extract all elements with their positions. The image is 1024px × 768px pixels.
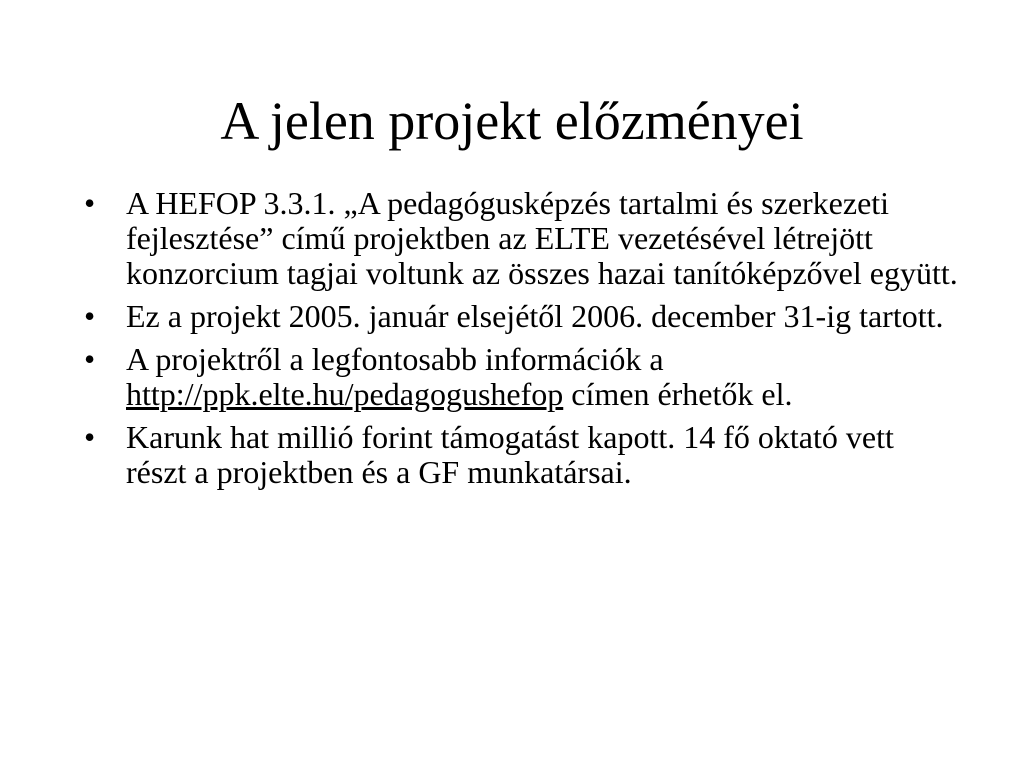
bullet-text: A HEFOP 3.3.1. „A pedagógusképzés tartalmi és szerkezeti fejlesztése” című projektben az ELTE vezetésével létrejött konzorcium tagjai voltunk az összes hazai tanítóképzővel együtt. [126, 185, 958, 291]
bullet-icon: • [84, 419, 96, 455]
bullet-text-after-link: címen érhetők el. [571, 376, 793, 412]
bullet-item-4 [80, 420, 960, 490]
bullet-text: Karunk hat millió forint támogatást kapott. 14 fő oktató vett részt a projektben és a GF munkatársai. [126, 419, 894, 490]
bullet-icon: • [84, 341, 96, 377]
bullet-list [80, 186, 960, 498]
bullet-item-2 [80, 299, 960, 334]
bullet-icon: • [84, 185, 96, 221]
bullet-icon: • [84, 298, 96, 334]
bullet-item-1 [80, 186, 960, 291]
project-link[interactable]: http://ppk.elte.hu/pedagogushefop [126, 376, 564, 412]
slide-title: A jelen projekt előzményei [220, 91, 804, 151]
bullet-text-before-link: A projektről a legfontosabb információk a [126, 341, 664, 377]
bullet-item-3 [80, 342, 960, 412]
bullet-text: Ez a projekt 2005. január elsejétől 2006. december 31-ig tartott. [126, 298, 944, 334]
